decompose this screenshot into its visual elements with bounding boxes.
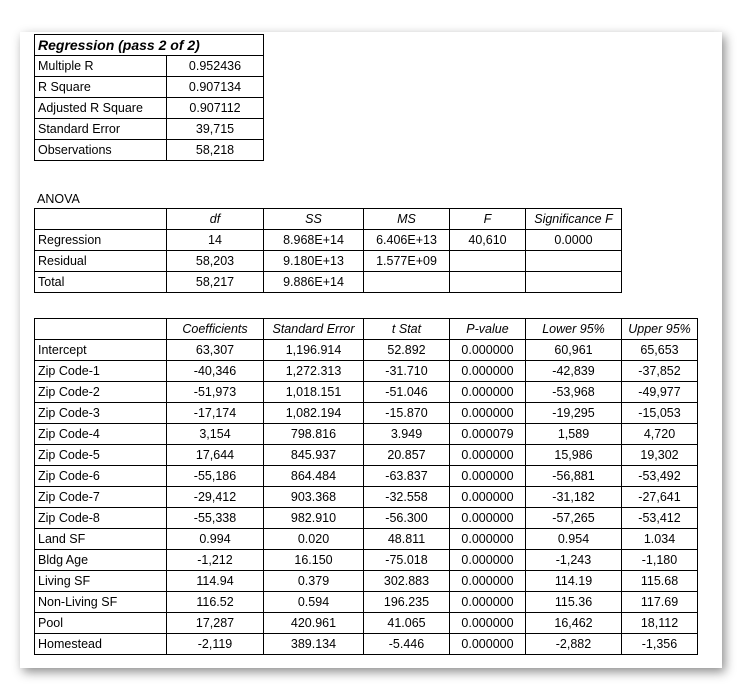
coef-row (35, 445, 698, 466)
regression-stats-table (34, 34, 264, 161)
coef-row-label: Intercept (35, 340, 167, 361)
coef-row-label: Zip Code-3 (35, 403, 167, 424)
anova-cell: 9.180E+13 (264, 251, 364, 272)
anova-cell (526, 272, 622, 293)
coef-row (35, 382, 698, 403)
coef-cell: -27,641 (622, 487, 698, 508)
coef-cell: -1,356 (622, 634, 698, 655)
anova-header-cell: F (450, 209, 526, 230)
coef-cell: -37,852 (622, 361, 698, 382)
coefficients-table (34, 318, 698, 655)
coef-row (35, 592, 698, 613)
coef-cell: 420.961 (264, 613, 364, 634)
anova-cell (450, 272, 526, 293)
coef-row (35, 634, 698, 655)
coef-cell: 0.000000 (450, 592, 526, 613)
coef-row-label: Living SF (35, 571, 167, 592)
anova-cell: 9.886E+14 (264, 272, 364, 293)
coef-cell: 48.811 (364, 529, 450, 550)
coef-cell: -51.046 (364, 382, 450, 403)
coef-cell: 903.368 (264, 487, 364, 508)
coef-row-label: Zip Code-8 (35, 508, 167, 529)
anova-cell (450, 251, 526, 272)
coef-cell: -1,180 (622, 550, 698, 571)
anova-cell: 0.0000 (526, 230, 622, 251)
anova-row (35, 230, 622, 251)
anova-cell (364, 272, 450, 293)
coef-row (35, 508, 698, 529)
coef-row (35, 550, 698, 571)
stats-label: R Square (35, 77, 167, 98)
coef-cell: 196.235 (364, 592, 450, 613)
coef-row (35, 571, 698, 592)
coef-header-cell: Lower 95% (526, 319, 622, 340)
stats-label: Observations (35, 140, 167, 161)
coef-cell: 115.36 (526, 592, 622, 613)
anova-header-cell: MS (364, 209, 450, 230)
anova-row (35, 272, 622, 293)
coef-cell: -53,492 (622, 466, 698, 487)
coef-header-cell: t Stat (364, 319, 450, 340)
coef-cell: -63.837 (364, 466, 450, 487)
stats-value: 0.952436 (167, 56, 264, 77)
coef-header-cell: Upper 95% (622, 319, 698, 340)
anova-cell: 14 (167, 230, 264, 251)
coef-row (35, 361, 698, 382)
coef-cell: 17,644 (167, 445, 264, 466)
coef-row-label: Zip Code-6 (35, 466, 167, 487)
coef-cell: 1.034 (622, 529, 698, 550)
coef-row (35, 613, 698, 634)
coef-cell: 0.994 (167, 529, 264, 550)
coef-cell: -15,053 (622, 403, 698, 424)
coef-cell: -40,346 (167, 361, 264, 382)
coef-cell: 65,653 (622, 340, 698, 361)
coef-cell: 302.883 (364, 571, 450, 592)
coef-row (35, 403, 698, 424)
coef-cell: 3.949 (364, 424, 450, 445)
coef-cell: 0.000000 (450, 340, 526, 361)
stats-row (35, 140, 264, 161)
coef-cell: 0.000079 (450, 424, 526, 445)
coef-row-label: Land SF (35, 529, 167, 550)
coef-corner-cell (35, 319, 167, 340)
coef-cell: 0.000000 (450, 403, 526, 424)
coef-cell: -32.558 (364, 487, 450, 508)
coef-cell: 1,018.151 (264, 382, 364, 403)
coef-cell: 0.000000 (450, 466, 526, 487)
coef-cell: -55,338 (167, 508, 264, 529)
coef-cell: 114.94 (167, 571, 264, 592)
stats-value: 0.907112 (167, 98, 264, 119)
stats-value: 39,715 (167, 119, 264, 140)
coef-cell: 1,082.194 (264, 403, 364, 424)
coef-cell: -75.018 (364, 550, 450, 571)
coef-cell: 63,307 (167, 340, 264, 361)
coef-cell: -55,186 (167, 466, 264, 487)
coef-cell: 41.065 (364, 613, 450, 634)
coef-cell: 1,589 (526, 424, 622, 445)
coef-cell: -57,265 (526, 508, 622, 529)
coef-cell: 16,462 (526, 613, 622, 634)
coef-cell: 115.68 (622, 571, 698, 592)
coef-row-label: Zip Code-4 (35, 424, 167, 445)
anova-corner-cell (35, 209, 167, 230)
anova-row (35, 251, 622, 272)
coef-cell: 3,154 (167, 424, 264, 445)
coef-cell: -19,295 (526, 403, 622, 424)
coef-cell: 4,720 (622, 424, 698, 445)
coef-row (35, 424, 698, 445)
coef-cell: -1,243 (526, 550, 622, 571)
coef-row-label: Zip Code-1 (35, 361, 167, 382)
anova-cell: 6.406E+13 (364, 230, 450, 251)
coef-cell: 117.69 (622, 592, 698, 613)
coef-cell: -56,881 (526, 466, 622, 487)
anova-cell: 58,203 (167, 251, 264, 272)
stats-label: Standard Error (35, 119, 167, 140)
coef-cell: 1,196.914 (264, 340, 364, 361)
coef-row (35, 340, 698, 361)
stats-value: 0.907134 (167, 77, 264, 98)
coef-cell: -53,968 (526, 382, 622, 403)
coef-row-label: Zip Code-7 (35, 487, 167, 508)
coef-cell: 114.19 (526, 571, 622, 592)
coef-cell: -29,412 (167, 487, 264, 508)
coef-row (35, 529, 698, 550)
coef-cell: 0.000000 (450, 487, 526, 508)
coef-cell: -31,182 (526, 487, 622, 508)
coef-row-label: Homestead (35, 634, 167, 655)
spreadsheet-output (20, 32, 722, 668)
stats-label: Adjusted R Square (35, 98, 167, 119)
coef-cell: 116.52 (167, 592, 264, 613)
coef-row-label: Zip Code-2 (35, 382, 167, 403)
coef-cell: 0.000000 (450, 529, 526, 550)
stats-row (35, 119, 264, 140)
coef-cell: -31.710 (364, 361, 450, 382)
stats-label: Multiple R (35, 56, 167, 77)
stats-row (35, 56, 264, 77)
regression-title: Regression (pass 2 of 2) (35, 35, 264, 56)
coef-cell: 864.484 (264, 466, 364, 487)
coef-cell: 389.134 (264, 634, 364, 655)
coef-header-cell: P-value (450, 319, 526, 340)
coef-cell: 0.020 (264, 529, 364, 550)
coef-cell: -2,119 (167, 634, 264, 655)
stats-value: 58,218 (167, 140, 264, 161)
anova-cell: 8.968E+14 (264, 230, 364, 251)
anova-row-label: Residual (35, 251, 167, 272)
coef-row (35, 487, 698, 508)
coef-cell: 0.000000 (450, 361, 526, 382)
coef-header-cell: Standard Error (264, 319, 364, 340)
coef-cell: 60,961 (526, 340, 622, 361)
anova-header-cell: df (167, 209, 264, 230)
coef-cell: 0.000000 (450, 508, 526, 529)
coef-cell: -49,977 (622, 382, 698, 403)
coef-cell: -51,973 (167, 382, 264, 403)
coef-cell: 16.150 (264, 550, 364, 571)
coef-cell: 19,302 (622, 445, 698, 466)
coef-cell: 0.954 (526, 529, 622, 550)
coef-cell: 0.594 (264, 592, 364, 613)
coef-cell: -2,882 (526, 634, 622, 655)
coef-cell: 0.000000 (450, 571, 526, 592)
coef-cell: 15,986 (526, 445, 622, 466)
coef-header-cell: Coefficients (167, 319, 264, 340)
coef-cell: -17,174 (167, 403, 264, 424)
coef-cell: 0.000000 (450, 382, 526, 403)
anova-label: ANOVA (37, 192, 80, 206)
coef-cell: 0.000000 (450, 613, 526, 634)
anova-cell: 40,610 (450, 230, 526, 251)
coef-cell: 0.000000 (450, 634, 526, 655)
coef-cell: 17,287 (167, 613, 264, 634)
anova-row-label: Total (35, 272, 167, 293)
coef-row-label: Pool (35, 613, 167, 634)
coef-row (35, 466, 698, 487)
coef-cell: 1,272.313 (264, 361, 364, 382)
anova-cell: 1.577E+09 (364, 251, 450, 272)
anova-row-label: Regression (35, 230, 167, 251)
coef-cell: 798.816 (264, 424, 364, 445)
coef-cell: 982.910 (264, 508, 364, 529)
coef-row-label: Non-Living SF (35, 592, 167, 613)
coef-cell: 52.892 (364, 340, 450, 361)
coef-cell: 0.379 (264, 571, 364, 592)
coef-cell: -53,412 (622, 508, 698, 529)
coef-cell: 20.857 (364, 445, 450, 466)
coef-cell: 0.000000 (450, 550, 526, 571)
anova-header-cell: Significance F (526, 209, 622, 230)
coef-cell: 845.937 (264, 445, 364, 466)
coef-cell: -5.446 (364, 634, 450, 655)
coef-row-label: Zip Code-5 (35, 445, 167, 466)
anova-cell: 58,217 (167, 272, 264, 293)
coef-cell: -42,839 (526, 361, 622, 382)
coef-cell: 18,112 (622, 613, 698, 634)
coef-cell: -56.300 (364, 508, 450, 529)
coef-cell: -1,212 (167, 550, 264, 571)
coef-row-label: Bldg Age (35, 550, 167, 571)
stats-row (35, 77, 264, 98)
anova-table (34, 208, 622, 293)
anova-header-cell: SS (264, 209, 364, 230)
coef-cell: -15.870 (364, 403, 450, 424)
anova-cell (526, 251, 622, 272)
coef-cell: 0.000000 (450, 445, 526, 466)
stats-row (35, 98, 264, 119)
